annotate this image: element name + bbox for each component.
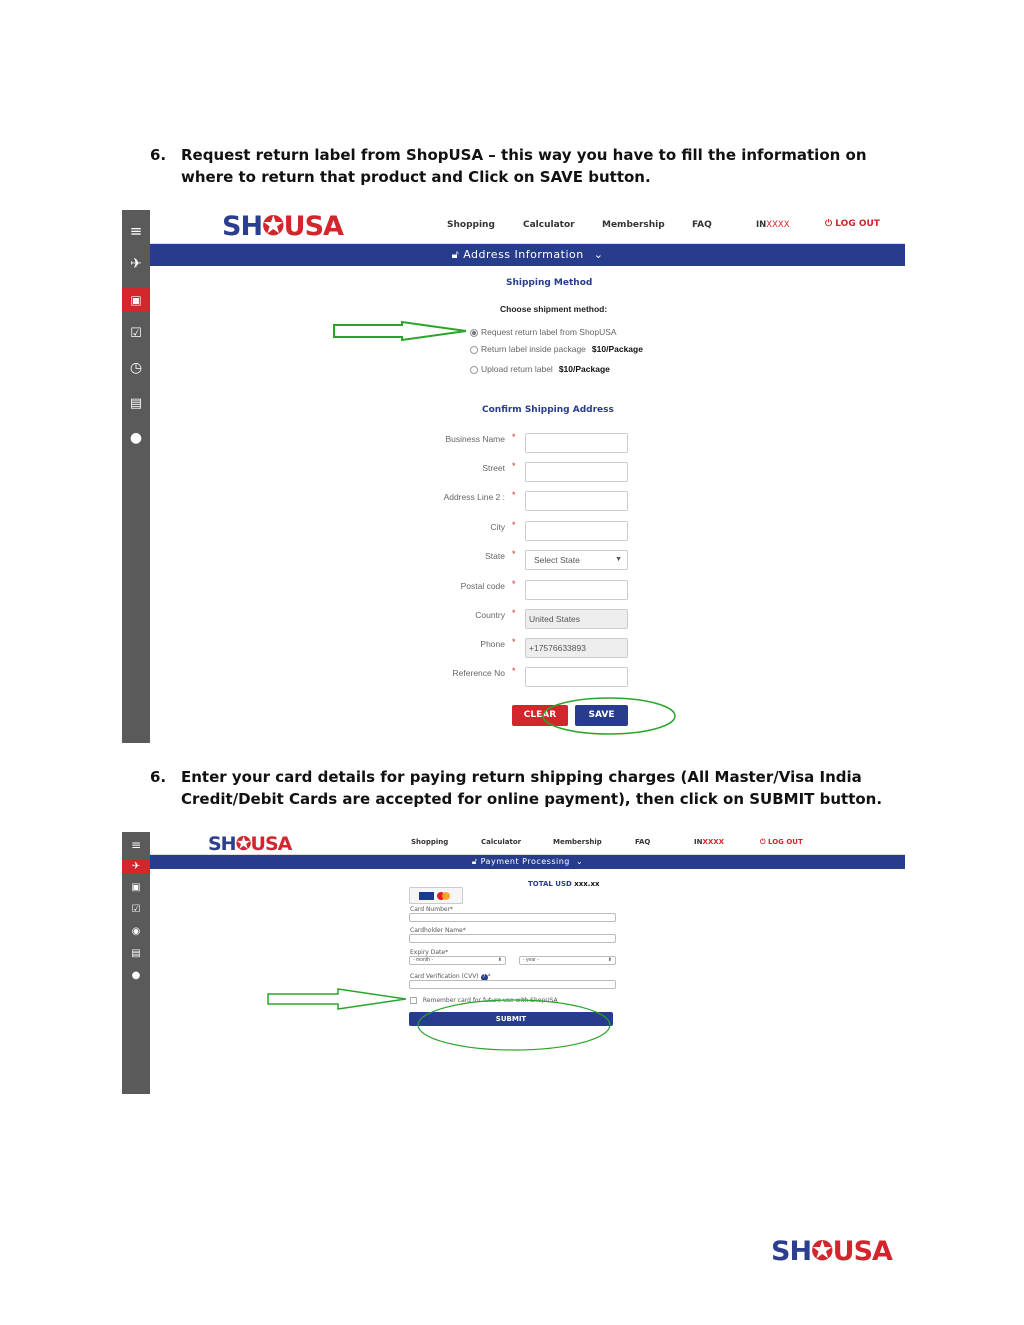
address-line2-input[interactable] bbox=[525, 491, 628, 511]
cardholder-input[interactable] bbox=[409, 934, 616, 943]
state-select[interactable]: Select State ▼ bbox=[525, 550, 628, 570]
bar-title: Payment Processing bbox=[480, 857, 570, 866]
logout-link[interactable]: ⏻ LOG OUT bbox=[760, 838, 803, 846]
power-icon: ⏻ bbox=[760, 838, 766, 846]
sidebar bbox=[122, 832, 150, 1094]
city-label: City bbox=[490, 522, 505, 532]
required-mark: * bbox=[512, 579, 516, 589]
payment-processing-bar[interactable] bbox=[150, 855, 905, 869]
business-name-label: Business Name bbox=[445, 434, 505, 444]
postal-code-input[interactable] bbox=[525, 580, 628, 600]
chevron-down-icon: ⌄ bbox=[575, 857, 584, 866]
required-mark: * bbox=[512, 432, 516, 442]
step-1-instruction bbox=[150, 144, 910, 188]
reference-no-input[interactable] bbox=[525, 667, 628, 687]
shipping-method-title: Shipping Method bbox=[506, 278, 593, 288]
required-mark: * bbox=[512, 608, 516, 618]
list-icon[interactable]: ▤ bbox=[129, 396, 143, 411]
nav-membership[interactable]: Membership bbox=[553, 838, 602, 846]
expiry-label: Expiry Date* bbox=[410, 949, 449, 956]
menu-icon[interactable]: ≡ bbox=[129, 222, 143, 240]
radio-icon bbox=[470, 366, 478, 374]
total-amount: TOTAL USD xxx.xx bbox=[528, 880, 600, 888]
save-button[interactable]: SAVE bbox=[575, 705, 628, 726]
nav-faq[interactable]: FAQ bbox=[692, 220, 712, 230]
nav-shopping[interactable]: Shopping bbox=[411, 838, 449, 846]
unlock-icon: 🔓︎ bbox=[451, 248, 460, 261]
checklist-icon[interactable]: ☑ bbox=[131, 904, 141, 915]
confirm-address-title: Confirm Shipping Address bbox=[482, 405, 614, 415]
address-line2-label: Address Line 2 : bbox=[443, 492, 505, 502]
help-icon[interactable]: ? bbox=[481, 974, 488, 981]
checklist-icon[interactable]: ☑ bbox=[130, 326, 142, 341]
chevron-down-icon: ⌄ bbox=[593, 248, 604, 261]
radio-icon bbox=[470, 346, 478, 354]
month-select[interactable]: - month - ⬍ bbox=[409, 956, 506, 965]
clear-button[interactable]: CLEAR bbox=[512, 705, 568, 726]
remember-card-checkbox[interactable]: Remember card for future use with ShopUSA bbox=[410, 997, 558, 1004]
logout-link[interactable]: ⏻ LOG OUT bbox=[825, 219, 880, 229]
address-information-bar[interactable] bbox=[150, 244, 905, 266]
user-icon[interactable]: ● bbox=[129, 430, 143, 446]
nav-membership[interactable]: Membership bbox=[602, 220, 665, 230]
postal-code-label: Postal code bbox=[460, 581, 505, 591]
phone-input: +17576633893 bbox=[525, 638, 628, 658]
select-arrows-icon: ⬍ bbox=[497, 957, 502, 963]
street-input[interactable] bbox=[525, 462, 628, 482]
required-mark: * bbox=[512, 666, 516, 676]
country-label: Country bbox=[475, 610, 505, 620]
radio-request-label[interactable]: Request return label from ShopUSA bbox=[470, 327, 617, 337]
radio-upload-label[interactable]: Upload return label $10/Package bbox=[470, 364, 610, 374]
unlock-icon: 🔓︎ bbox=[471, 857, 478, 866]
mastercard-icon-overlap bbox=[442, 892, 450, 900]
nav-faq[interactable]: FAQ bbox=[635, 838, 651, 846]
step-text: Enter your card details for paying return shipping charges (All Master/Visa India Credit/Debit Cards are accepted for online payment), then click on SUBMIT button. bbox=[181, 768, 883, 808]
cvv-input[interactable] bbox=[409, 980, 616, 989]
required-mark: * bbox=[512, 461, 516, 471]
choose-shipment-label: Choose shipment method: bbox=[500, 304, 608, 314]
reference-no-label: Reference No bbox=[452, 668, 505, 678]
sidebar bbox=[122, 210, 150, 743]
user-icon[interactable]: ● bbox=[131, 970, 141, 981]
step-number: 6. bbox=[150, 768, 167, 786]
country-input: United States bbox=[525, 609, 628, 629]
top-navigation bbox=[150, 210, 905, 244]
footer-shopusa-logo: SH✪USA bbox=[771, 1236, 892, 1267]
cardholder-label: Cardholder Name* bbox=[410, 927, 466, 934]
clock-icon[interactable]: ◷ bbox=[129, 360, 143, 376]
inbox-icon[interactable]: ▣ bbox=[122, 288, 150, 312]
phone-label: Phone bbox=[480, 639, 505, 649]
radio-inside-package[interactable]: Return label inside package $10/Package bbox=[470, 344, 643, 354]
eye-icon[interactable]: ◉ bbox=[131, 926, 141, 937]
plane-icon[interactable]: ✈ bbox=[130, 256, 142, 272]
power-icon: ⏻ bbox=[825, 219, 833, 229]
inbox-icon[interactable]: ▣ bbox=[131, 882, 141, 893]
account-code: INXXXX bbox=[756, 220, 790, 230]
street-label: Street bbox=[482, 463, 505, 473]
step-text: Request return label from ShopUSA – this way you have to fill the information on where to return that product and Click on SAVE button. bbox=[181, 146, 867, 186]
shopusa-logo[interactable]: SH✪USA bbox=[208, 833, 292, 855]
address-screenshot bbox=[122, 210, 905, 743]
nav-calculator[interactable]: Calculator bbox=[481, 838, 522, 846]
submit-button[interactable]: SUBMIT bbox=[409, 1012, 613, 1026]
state-label: State bbox=[485, 551, 505, 561]
step-number: 6. bbox=[150, 146, 167, 164]
required-mark: * bbox=[512, 637, 516, 647]
required-mark: * bbox=[512, 490, 516, 500]
card-icon[interactable]: ▤ bbox=[131, 948, 141, 959]
year-select[interactable]: - year - ⬍ bbox=[519, 956, 616, 965]
radio-selected-icon bbox=[470, 329, 478, 337]
nav-calculator[interactable]: Calculator bbox=[523, 220, 575, 230]
select-arrows-icon: ⬍ bbox=[607, 957, 612, 963]
menu-icon[interactable]: ≡ bbox=[130, 838, 142, 852]
nav-shopping[interactable]: Shopping bbox=[447, 220, 495, 230]
account-code: INXXXX bbox=[694, 838, 725, 846]
bar-title: Address Information bbox=[463, 248, 584, 261]
plane-icon[interactable]: ✈ bbox=[122, 859, 150, 874]
visa-icon bbox=[419, 892, 434, 900]
top-navigation bbox=[150, 832, 905, 855]
city-input[interactable] bbox=[525, 521, 628, 541]
required-mark: * bbox=[512, 549, 516, 559]
card-number-input[interactable] bbox=[409, 913, 616, 922]
checkbox-icon bbox=[410, 997, 417, 1004]
dropdown-arrow-icon: ▼ bbox=[615, 556, 622, 563]
business-name-input[interactable] bbox=[525, 433, 628, 453]
step-2-instruction bbox=[150, 766, 910, 810]
cvv-label: Card Verification (CVV) ? * bbox=[410, 973, 491, 980]
payment-screenshot bbox=[122, 832, 905, 1094]
card-logos bbox=[409, 887, 463, 904]
required-mark: * bbox=[512, 520, 516, 530]
shopusa-logo[interactable]: SH✪USA bbox=[222, 211, 343, 242]
card-number-label: Card Number* bbox=[410, 906, 454, 913]
